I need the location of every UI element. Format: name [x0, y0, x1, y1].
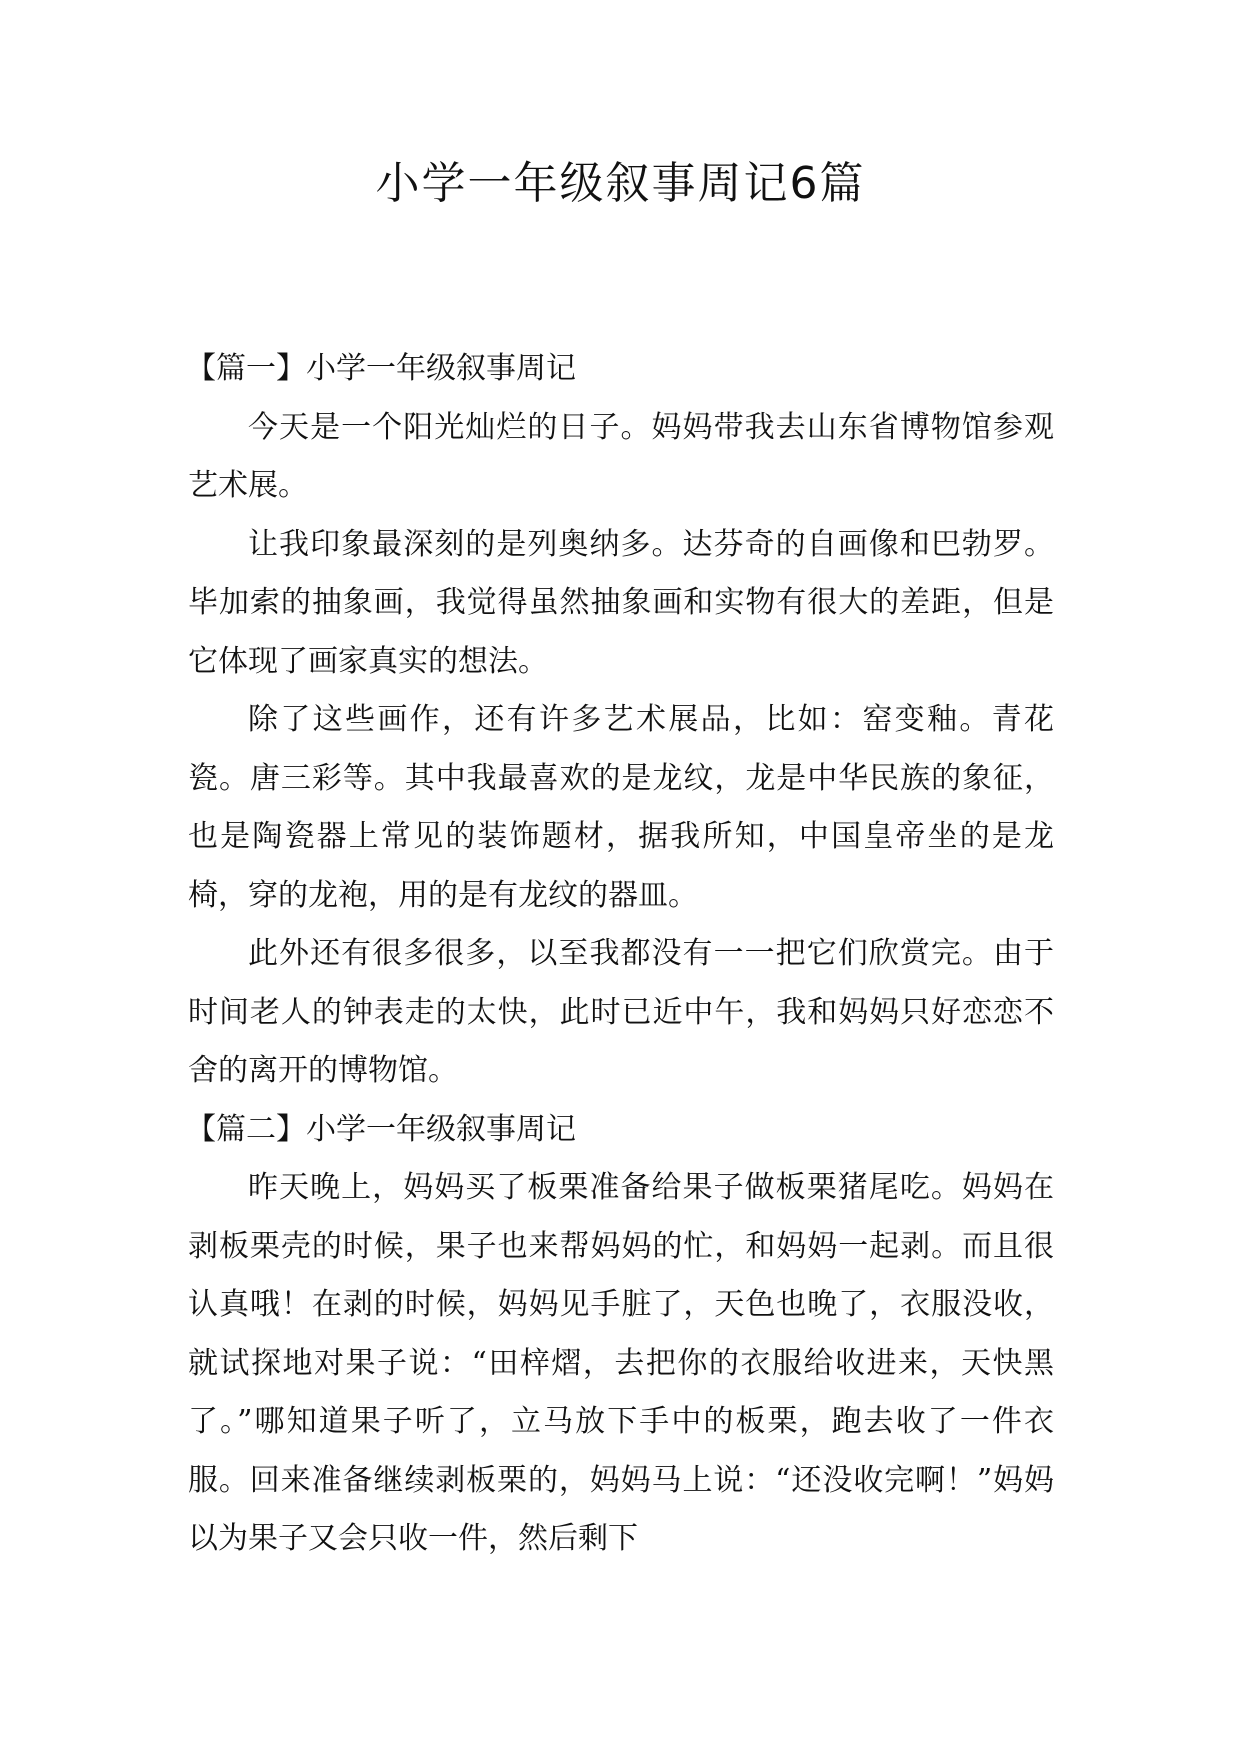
section-1: [188, 340, 1054, 1101]
section-2: [188, 1101, 1054, 1569]
paragraph: 除了这些画作，还有许多艺术展品，比如：窑变釉。青花瓷。唐三彩等。其中我最喜欢的是龙纹，龙是中华民族的象征，也是陶瓷器上常见的装饰题材，据我所知，中国皇帝坐的是龙椅，穿的龙袍，用的是有龙纹的器皿。: [188, 702, 1054, 913]
section-heading: 【篇一】小学一年级叙事周记: [186, 351, 576, 386]
page-title: 小学一年级叙事周记6篇: [375, 158, 866, 209]
paragraph: 昨天晚上，妈妈买了板栗准备给果子做板栗猪尾吃。妈妈在剥板栗壳的时候，果子也来帮妈妈的忙，和妈妈一起剥。而且很认真哦！在剥的时候，妈妈见手脏了，天色也晚了，衣服没收，就试探地对果子说：“田梓熠，去把你的衣服给收进来，天快黑了。”哪知道果子听了，立马放下手中的板栗，跑去收了一件衣服。回来准备继续剥板栗的，妈妈马上说：“还没收完啊！”妈妈以为果子又会只收一件，然后剩下: [188, 1170, 1054, 1556]
paragraph: 让我印象最深刻的是列奥纳多。达芬奇的自画像和巴勃罗。毕加索的抽象画，我觉得虽然抽象画和实物有很大的差距，但是它体现了画家真实的想法。: [188, 526, 1054, 679]
section-heading: 【篇二】小学一年级叙事周记: [186, 1111, 576, 1147]
paragraph: 今天是一个阳光灿烂的日子。妈妈带我去山东省博物馆参观艺术展。: [188, 409, 1054, 503]
paragraph: 此外还有很多很多，以至我都没有一一把它们欣赏完。由于时间老人的钟表走的太快，此时已近中午，我和妈妈只好恋恋不舍的离开的博物馆。: [188, 936, 1054, 1088]
document-body: [188, 340, 1054, 1569]
